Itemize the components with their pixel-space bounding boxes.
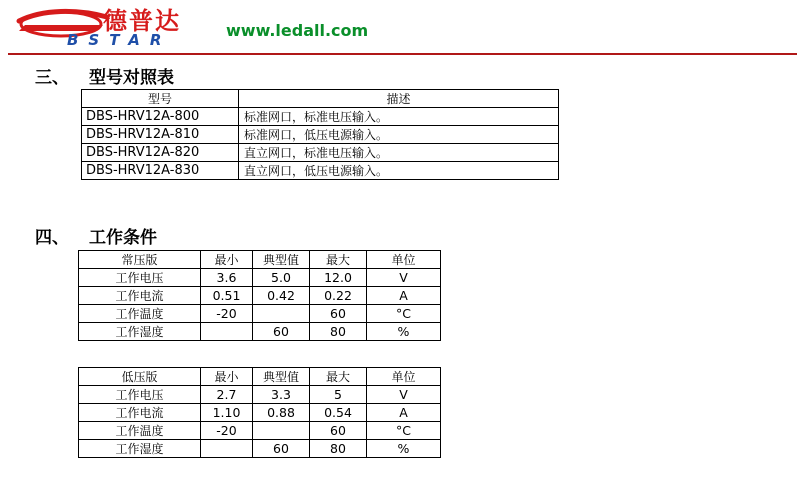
- model-cell: DBS-HRV12A-820: [82, 144, 239, 162]
- max-cell: 0.54: [310, 404, 367, 422]
- typical-cell: 0.42: [253, 287, 310, 305]
- unit-cell: V: [367, 269, 441, 287]
- header-min: 最小: [201, 368, 253, 386]
- low-voltage-conditions-table: [78, 367, 441, 458]
- model-cell: DBS-HRV12A-810: [82, 126, 239, 144]
- min-cell: 1.10: [201, 404, 253, 422]
- table-header-row: [82, 90, 559, 108]
- table-row: [82, 144, 559, 162]
- description-cell: 标准网口，标准电压输入。: [239, 108, 559, 126]
- header-model: 型号: [82, 90, 239, 108]
- table-row: [79, 404, 441, 422]
- table-row: [79, 323, 441, 341]
- header-typical: 典型值: [253, 368, 310, 386]
- parameter-cell: 工作温度: [79, 305, 201, 323]
- max-cell: 60: [310, 305, 367, 323]
- header-unit: 单位: [367, 368, 441, 386]
- parameter-cell: 工作电压: [79, 269, 201, 287]
- typical-cell: 60: [253, 323, 310, 341]
- min-cell: [201, 440, 253, 458]
- model-cell: DBS-HRV12A-800: [82, 108, 239, 126]
- min-cell: -20: [201, 305, 253, 323]
- header-version: 常压版: [79, 251, 201, 269]
- max-cell: 60: [310, 422, 367, 440]
- normal-voltage-conditions-table: [78, 250, 441, 341]
- min-cell: [201, 323, 253, 341]
- unit-cell: A: [367, 404, 441, 422]
- table-row: [79, 422, 441, 440]
- table-row: [79, 305, 441, 323]
- unit-cell: °C: [367, 305, 441, 323]
- header-max: 最大: [310, 251, 367, 269]
- section-3-number: 三、: [35, 68, 69, 88]
- typical-cell: [253, 305, 310, 323]
- header-divider: [8, 53, 797, 55]
- bstar-logo: [15, 3, 221, 49]
- table-row: [82, 162, 559, 180]
- parameter-cell: 工作温度: [79, 422, 201, 440]
- min-cell: 0.51: [201, 287, 253, 305]
- header-version: 低压版: [79, 368, 201, 386]
- site-url-link[interactable]: www.ledall.com: [226, 21, 369, 40]
- section-3-heading: [35, 63, 174, 88]
- parameter-cell: 工作电流: [79, 404, 201, 422]
- unit-cell: V: [367, 386, 441, 404]
- table-row: [82, 108, 559, 126]
- page-header: [0, 0, 800, 56]
- header-max: 最大: [310, 368, 367, 386]
- typical-cell: [253, 422, 310, 440]
- parameter-cell: 工作湿度: [79, 323, 201, 341]
- logo-brand-cn: 德普达: [103, 7, 181, 35]
- table-row: [79, 269, 441, 287]
- section-4-number: 四、: [35, 228, 69, 248]
- description-cell: 标准网口，低压电源输入。: [239, 126, 559, 144]
- table-row: [79, 287, 441, 305]
- section-4-title: 工作条件: [89, 228, 157, 248]
- unit-cell: °C: [367, 422, 441, 440]
- max-cell: 80: [310, 323, 367, 341]
- table-row: [79, 386, 441, 404]
- table-row: [79, 440, 441, 458]
- description-cell: 直立网口，低压电源输入。: [239, 162, 559, 180]
- max-cell: 80: [310, 440, 367, 458]
- header-description: 描述: [239, 90, 559, 108]
- parameter-cell: 工作电流: [79, 287, 201, 305]
- typical-cell: 5.0: [253, 269, 310, 287]
- min-cell: -20: [201, 422, 253, 440]
- model-cell: DBS-HRV12A-830: [82, 162, 239, 180]
- typical-cell: 60: [253, 440, 310, 458]
- unit-cell: A: [367, 287, 441, 305]
- table-header-row: [79, 368, 441, 386]
- table-row: [82, 126, 559, 144]
- parameter-cell: 工作湿度: [79, 440, 201, 458]
- header-unit: 单位: [367, 251, 441, 269]
- logo-brand-en: BSTAR: [67, 31, 172, 49]
- typical-cell: 3.3: [253, 386, 310, 404]
- parameter-cell: 工作电压: [79, 386, 201, 404]
- section-3-title: 型号对照表: [89, 68, 174, 88]
- min-cell: 3.6: [201, 269, 253, 287]
- max-cell: 0.22: [310, 287, 367, 305]
- unit-cell: %: [367, 440, 441, 458]
- table-header-row: [79, 251, 441, 269]
- min-cell: 2.7: [201, 386, 253, 404]
- description-cell: 直立网口，标准电压输入。: [239, 144, 559, 162]
- header-min: 最小: [201, 251, 253, 269]
- typical-cell: 0.88: [253, 404, 310, 422]
- max-cell: 12.0: [310, 269, 367, 287]
- unit-cell: %: [367, 323, 441, 341]
- max-cell: 5: [310, 386, 367, 404]
- section-4-heading: [35, 223, 157, 248]
- model-comparison-table: [81, 89, 559, 180]
- header-typical: 典型值: [253, 251, 310, 269]
